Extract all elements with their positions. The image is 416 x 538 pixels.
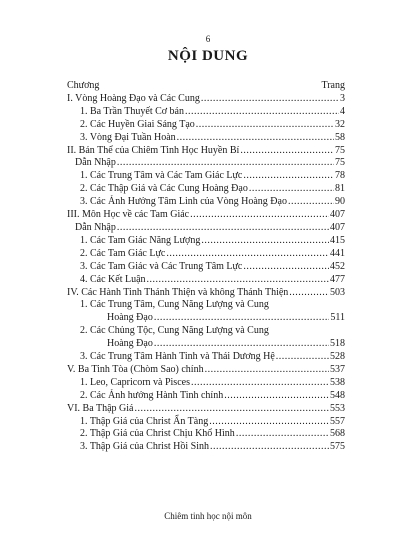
toc-entry-title: 3. Thập Giá của Christ Hồi Sinh	[80, 441, 209, 453]
toc-entry-title: I. Vòng Hoàng Đạo và Các Cung	[67, 92, 200, 104]
toc-entry	[67, 287, 345, 300]
toc-entry	[67, 222, 345, 235]
toc-entry-title: V. Ba Tinh Tòa (Chòm Sao) chính	[67, 363, 204, 375]
toc-entry-page: 503	[330, 286, 345, 298]
dot-leader	[154, 312, 330, 325]
toc-entry	[67, 119, 345, 132]
dot-leader	[166, 248, 329, 261]
toc-header-page: Trang	[321, 80, 345, 91]
toc-entry-page: 441	[330, 247, 345, 259]
page-footer: Chiêm tinh học nội môn	[164, 511, 252, 521]
dot-leader	[191, 377, 329, 390]
dot-leader	[201, 93, 339, 106]
toc-entry-page: 452	[330, 260, 345, 272]
toc-entry-title: III. Môn Học về các Tam Giác	[67, 209, 190, 221]
dot-leader	[209, 416, 329, 429]
toc-entry-page: 568	[330, 428, 345, 440]
toc-entry-page: 3	[340, 92, 345, 104]
dot-leader	[205, 364, 329, 377]
toc-header	[67, 80, 345, 93]
toc-entry	[67, 248, 345, 261]
toc-entry	[67, 106, 345, 119]
toc-entry-title: 2. Các Ảnh hưởng Hành Tinh chính	[80, 389, 224, 401]
toc-entry-page: 553	[330, 402, 345, 414]
toc-entry-title: Dẫn Nhập	[75, 157, 116, 169]
toc-entry-title: 2. Các Chủng Tộc, Cung Năng Lượng và Cung	[80, 325, 269, 337]
table-of-contents	[67, 80, 345, 454]
toc-entry-page: 528	[330, 351, 345, 363]
toc-entry-page: 538	[330, 376, 345, 388]
dot-leader	[196, 119, 334, 132]
toc-entry-page: 415	[330, 234, 345, 246]
toc-entry	[67, 377, 345, 390]
toc-entry-page: 537	[330, 363, 345, 375]
dot-leader	[117, 222, 329, 235]
toc-entry-title: 1. Các Trung Tâm và Các Tam Giác Lực	[80, 170, 243, 182]
page-number: 6	[205, 34, 211, 44]
toc-entry-page: 407	[330, 221, 345, 233]
toc-entry-title: 1. Các Trung Tâm, Cung Năng Lượng và Cung	[80, 299, 269, 311]
toc-entry-page: 75	[335, 144, 345, 156]
dot-leader	[117, 157, 334, 170]
toc-entry-title: VI. Ba Thập Giá	[67, 402, 134, 414]
toc-entry	[67, 428, 345, 441]
toc-entry-title: Dẫn Nhập	[75, 221, 116, 233]
toc-entry-page: 575	[330, 441, 345, 453]
toc-entry	[67, 196, 345, 209]
toc-entry-page: 90	[335, 196, 345, 208]
dot-leader	[289, 287, 329, 300]
toc-entry	[67, 261, 345, 274]
dot-leader	[210, 441, 329, 454]
toc-entry	[67, 145, 345, 158]
toc-entry-title: IV. Các Hành Tinh Thánh Thiện và không Thánh Thiện	[67, 286, 289, 298]
dot-leader	[240, 145, 334, 158]
toc-entry-title: 1. Leo, Capricorn và Pisces	[80, 376, 190, 388]
toc-entry-page: 4	[340, 105, 345, 117]
toc-entry	[67, 209, 345, 222]
toc-entry	[67, 235, 345, 248]
dot-leader	[134, 403, 329, 416]
toc-entry-page: 511	[330, 312, 345, 324]
toc-entry	[67, 351, 345, 364]
dot-leader	[147, 274, 329, 287]
toc-entry	[67, 364, 345, 377]
toc-entry-title: 2. Các Thập Giá và Các Cung Hoàng Đạo	[80, 183, 248, 195]
toc-entry-page: 477	[330, 273, 345, 285]
dot-leader	[288, 196, 334, 209]
toc-entry	[67, 390, 345, 403]
toc-entry-page: 548	[330, 389, 345, 401]
toc-entry-page: 78	[335, 170, 345, 182]
toc-entry-title: Hoàng Đạo	[107, 338, 153, 350]
toc-entry	[67, 132, 345, 145]
dot-leader	[177, 132, 334, 145]
toc-header-chapter: Chương	[67, 80, 100, 91]
toc-entry-title: 4. Các Kết Luận	[80, 273, 146, 285]
toc-entry-title: 1. Các Tam Giác Năng Lượng	[80, 234, 201, 246]
dot-leader	[243, 170, 334, 183]
toc-entry-page: 58	[335, 131, 345, 143]
toc-entry	[67, 416, 345, 429]
toc-entry	[67, 274, 345, 287]
toc-entry-title: II. Bản Thể của Chiêm Tinh Học Huyền Bí	[67, 144, 240, 156]
page-title: NỘI DUNG	[167, 48, 249, 64]
dot-leader	[249, 183, 334, 196]
toc-entry-title: 2. Các Huyền Giai Sáng Tạo	[80, 118, 195, 130]
toc-entry-title: 1. Thập Giá của Christ Ẩn Tàng	[80, 415, 209, 427]
toc-entry-page: 557	[330, 415, 345, 427]
toc-entry-page: 518	[330, 338, 345, 350]
toc-entry	[67, 441, 345, 454]
dot-leader	[276, 351, 329, 364]
toc-entry-page: 32	[335, 118, 345, 130]
toc-entry	[67, 170, 345, 183]
dot-leader	[185, 106, 339, 119]
toc-entry-title: 1. Ba Trần Thuyết Cơ bản	[80, 105, 184, 117]
dot-leader	[190, 209, 329, 222]
toc-entries	[67, 93, 345, 454]
dot-leader	[236, 428, 329, 441]
toc-entry-page: 407	[330, 209, 345, 221]
dot-leader	[224, 390, 329, 403]
toc-entry	[67, 312, 345, 325]
toc-entry-title: 3. Các Trung Tâm Hành Tinh và Thái Dương Hệ	[80, 351, 275, 363]
dot-leader	[154, 338, 329, 351]
toc-entry-title: 3. Vòng Đại Tuần Hoàn	[80, 131, 176, 143]
toc-entry	[67, 93, 345, 106]
toc-entry-title: Hoàng Đạo	[107, 312, 153, 324]
toc-entry-title: 2. Thập Giá của Christ Chịu Khổ Hình	[80, 428, 235, 440]
toc-entry-title: 3. Các Ảnh Hưởng Tâm Linh của Vòng Hoàng Đạo	[80, 196, 287, 208]
toc-entry-page: 81	[335, 183, 345, 195]
toc-entry-title: 2. Các Tam Giác Lực	[80, 247, 166, 259]
toc-entry-page: 75	[335, 157, 345, 169]
dot-leader	[201, 235, 329, 248]
dot-leader	[243, 261, 329, 274]
toc-entry-title: 3. Các Tam Giác và Các Trung Tâm Lực	[80, 260, 243, 272]
toc-entry	[67, 157, 345, 170]
toc-entry	[67, 403, 345, 416]
toc-entry	[67, 183, 345, 196]
toc-entry	[67, 338, 345, 351]
